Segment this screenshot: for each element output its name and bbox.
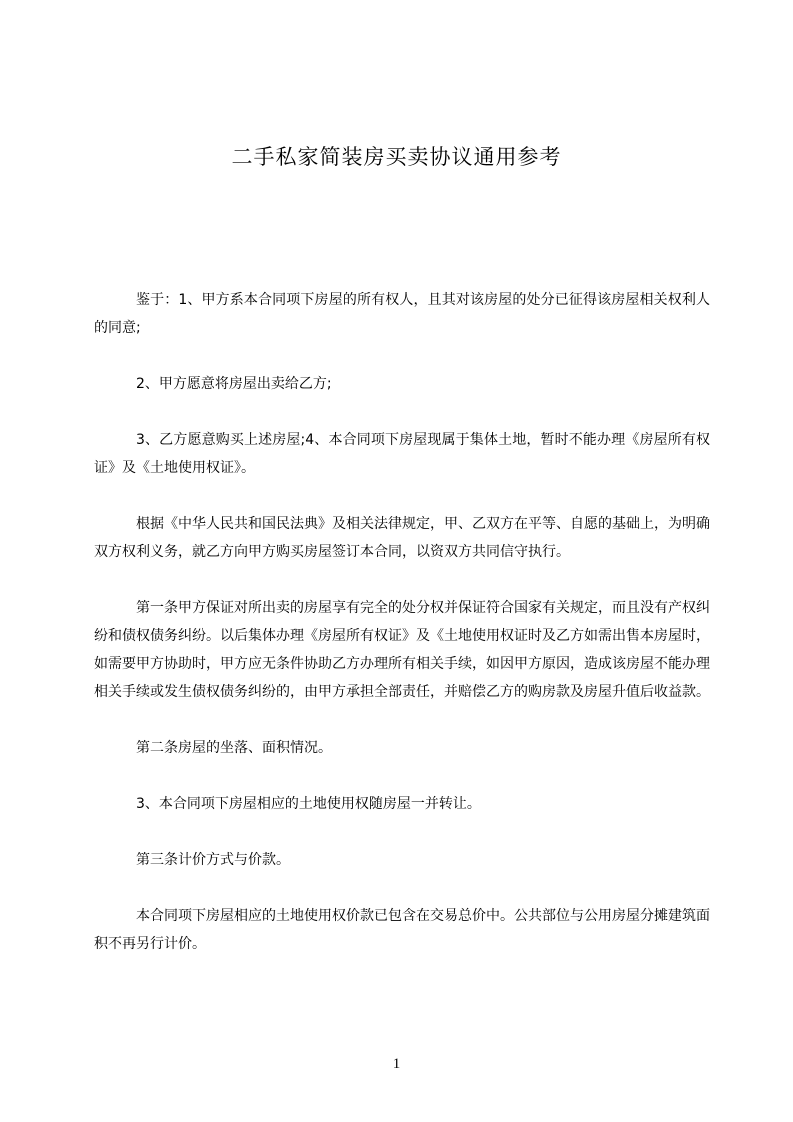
document-body	[94, 286, 710, 986]
paragraph-article-3: 第三条计价方式与价款。	[136, 852, 290, 868]
page-number: 1	[392, 1056, 401, 1072]
paragraph-recital-3-4: 3、乙方愿意购买上述房屋;4、本合同项下房屋现属于集体土地，暂时不能办理《房屋所有权证》及《土地使用权证》。	[94, 432, 710, 476]
paragraph-recital-2: 2、甲方愿意将房屋出卖给乙方;	[136, 376, 332, 392]
paragraph-article-2: 第二条房屋的坐落、面积情况。	[136, 740, 332, 756]
document-title: 二手私家简装房买卖协议通用参考	[231, 145, 562, 169]
paragraph-article-1: 第一条甲方保证对所出卖的房屋享有完全的处分权并保证符合国家有关规定，而且没有产权纠纷和债权债务纠纷。以后集体办理《房屋所有权证》及《土地使用权证时及乙方如需出售本房屋时，如需要甲方协助时，甲方应无条件协助乙方办理所有相关手续，如因甲方原因，造成该房屋不能办理相关手续或发生债权债务纠纷的，由甲方承担全部责任，并赔偿乙方的购房款及房屋升值后收益款。	[94, 600, 710, 700]
paragraph-legal-basis: 根据《中华人民共和国民法典》及相关法律规定，甲、乙双方在平等、自愿的基础上，为明确双方权利义务，就乙方向甲方购买房屋签订本合同，以资双方共同信守执行。	[94, 516, 710, 560]
paragraph-land-use-transfer: 3、本合同项下房屋相应的土地使用权随房屋一并转让。	[136, 796, 481, 812]
paragraph-recital-1: 鉴于：1、甲方系本合同项下房屋的所有权人，且其对该房屋的处分已征得该房屋相关权利人的同意;	[94, 292, 710, 336]
paragraph-price-terms: 本合同项下房屋相应的土地使用权价款已包含在交易总价中。公共部位与公用房屋分摊建筑面积不再另行计价。	[94, 908, 710, 952]
